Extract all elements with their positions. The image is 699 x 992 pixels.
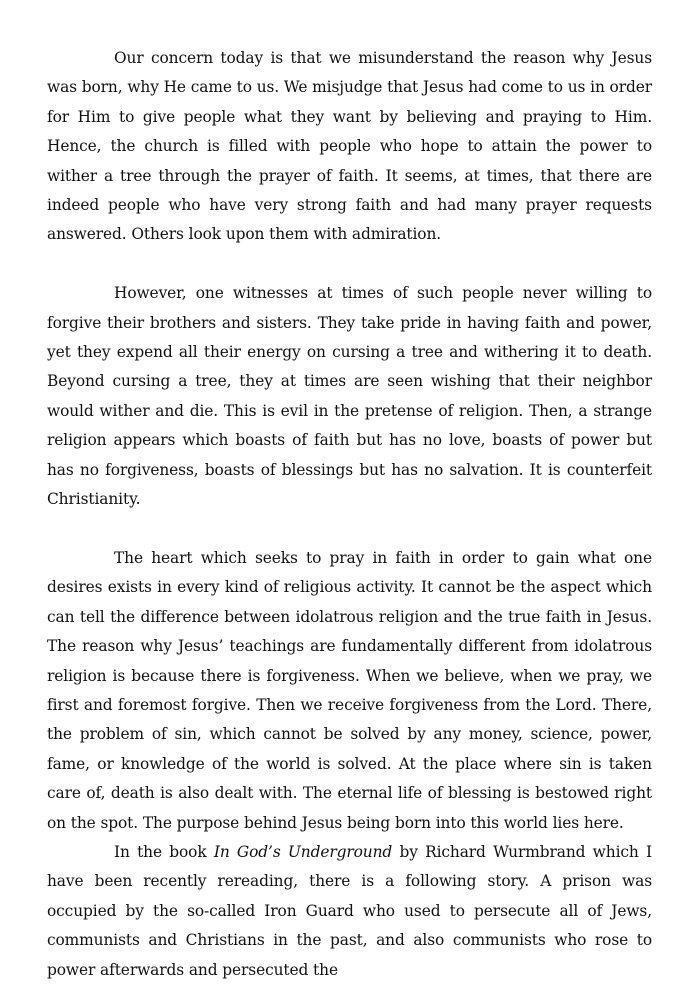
document-page [47,44,652,985]
paragraph-3: The heart which seeks to pray in faith in order to gain what one desires exists in every kind of religious activity. It cannot be the aspect which can tell the difference between idolatrous religion and the true faith in Jesus. The reason why Jesus’ teachings are fundamentally different from idolatrous religion is because there is forgiveness. When we believe, when we pray, we first and foremost forgive. Then we receive forgiveness from the Lord. There, the problem of sin, which cannot be solved by any money, science, power, fame, or knowledge of the world is solved. At the place where sin is taken care of, death is also dealt with. The eternal life of blessing is bestowed right on the spot. The purpose behind Jesus being born into this world lies here. [47,548,652,832]
paragraph-2: However, one witnesses at times of such people never willing to forgive their brothers and sisters. They take pride in having faith and power, yet they expend all their energy on cursing a tree and withering it to death. Beyond cursing a tree, they at times are seen wishing that their neighbor would wither and die. This is evil in the pretense of religion. Then, a strange religion appears which boasts of faith but has no love, boasts of power but has no forgiveness, boasts of blessings but has no salvation. It is counterfeit Christianity. [47,284,652,509]
book-title: In God’s Underground [213,842,393,861]
paragraph-spacer [47,250,652,279]
paragraph-spacer [47,514,652,543]
paragraph-4 [47,838,652,985]
paragraph-1: Our concern today is that we misunderstand the reason why Jesus was born, why He came to us. We misjudge that Jesus had come to us in order for Him to give people what they want by believing and praying to Him. Hence, the church is filled with people who hope to attain the power to wither a tree through the prayer of faith. It seems, at times, that there are indeed people who have very strong faith and had many prayer requests answered. Others look upon them with admiration. [47,49,652,244]
paragraph-4-body-text: by Richard Wurmbrand which I have been recently rereading, there is a following story. A prison was occupied by the so-called Iron Guard who used to persecute all of Jews, communists and Christians in the past, and also communists who rose to power afterwards and persecuted the [47,842,652,979]
paragraph-4-lead-text: In the book [114,842,214,861]
